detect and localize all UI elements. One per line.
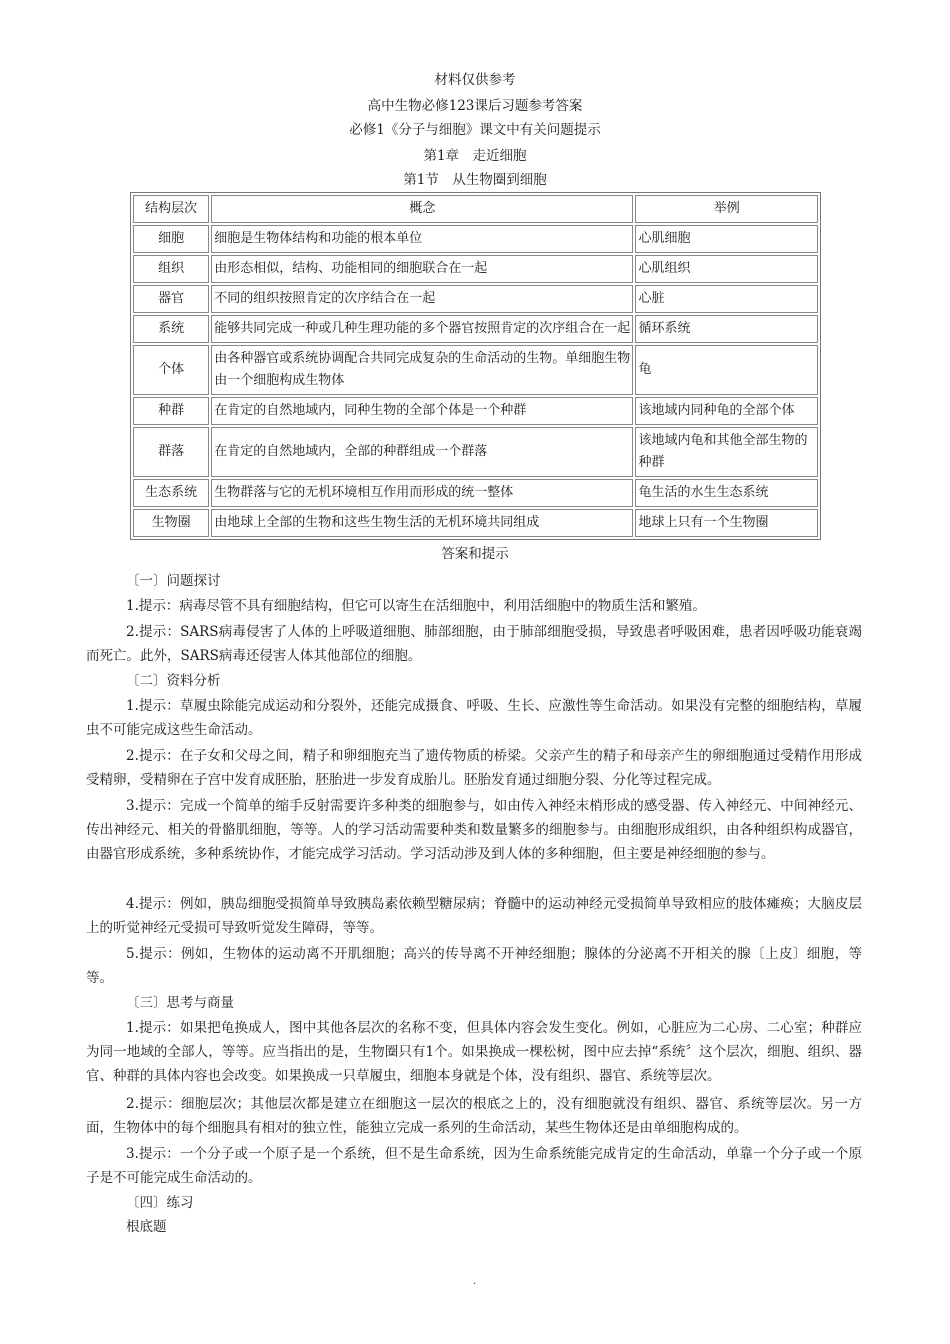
example-cell: 循环系统 <box>635 315 818 343</box>
header-example: 举例 <box>635 195 818 223</box>
section-exercises: 〔四〕练习 <box>126 1195 194 1211</box>
level-cell: 系统 <box>133 315 209 343</box>
table-row <box>133 285 818 313</box>
example-cell: 心肌细胞 <box>635 225 818 253</box>
concept-cell: 不同的组织按照肯定的次序结合在一起 <box>211 285 633 313</box>
answer-paragraph: 3.提示：完成一个简单的缩手反射需要许多种类的细胞参与，如由传入神经末梢形成的感受器、传入神经元、中间神经元、传出神经元、相关的骨骼肌细胞，等等。人的学习活动需要种类和数量繁多的细胞参与。由细胞形成组织，由各种组织构成器官，由器官形成系统，多种系统协作，才能完成学习活动。学习活动涉及到人体的多种细胞，但主要是神经细胞的参与。 <box>86 798 862 862</box>
header-level: 结构层次 <box>133 195 209 223</box>
table-row <box>133 427 818 477</box>
concept-cell: 由各种器官或系统协调配合共同完成复杂的生命活动的生物。单细胞生物由一个细胞构成生物体 <box>211 345 633 395</box>
chapter-heading: 第1章 走近细胞 <box>423 148 527 164</box>
table-row <box>133 315 818 343</box>
answer-paragraph: 1.提示：病毒尽管不具有细胞结构，但它可以寄生在活细胞中，利用活细胞中的物质生活和繁殖。 <box>126 598 706 614</box>
example-cell: 龟 <box>635 345 818 395</box>
header-concept: 概念 <box>211 195 633 223</box>
reference-note: 材料仅供参考 <box>434 72 516 88</box>
structure-levels-table <box>130 192 821 540</box>
answer-paragraph: 1.提示：如果把龟换成人，图中其他各层次的名称不变，但具体内容会发生变化。例如，心脏应为二心房、二心室；种群应为同一地域的全部人，等等。应当指出的是，生物圈只有1个。如果换成一棵松树，图中应去掉“系统〞这个层次，细胞、组织、器官、种群的具体内容也会改变。如果换成一只草履虫，细胞本身就是个体，没有组织、器官、系统等层次。 <box>86 1020 862 1084</box>
level-cell: 组织 <box>133 255 209 283</box>
answer-paragraph: 4.提示：例如，胰岛细胞受损简单导致胰岛素依赖型糖尿病；脊髓中的运动神经元受损简单导致相应的肢体瘫痪；大脑皮层上的听觉神经元受损可导致听觉发生障碍，等等。 <box>86 896 862 936</box>
concept-cell: 在肯定的自然地域内，同种生物的全部个体是一个种群 <box>211 397 633 425</box>
table-row <box>133 225 818 253</box>
table-row <box>133 479 818 507</box>
footer-mark: . <box>473 1276 477 1287</box>
example-cell: 心肌组织 <box>635 255 818 283</box>
level-cell: 种群 <box>133 397 209 425</box>
level-cell: 细胞 <box>133 225 209 253</box>
concept-cell: 由形态相似，结构、功能相同的细胞联合在一起 <box>211 255 633 283</box>
concept-cell: 在肯定的自然地域内，全部的种群组成一个群落 <box>211 427 633 477</box>
table-row <box>133 255 818 283</box>
section-heading: 第1节 从生物圈到细胞 <box>403 172 547 188</box>
level-cell: 个体 <box>133 345 209 395</box>
document-subtitle: 必修1《分子与细胞》课文中有关问题提示 <box>349 122 601 138</box>
table-row <box>133 345 818 395</box>
level-cell: 生物圈 <box>133 509 209 537</box>
answers-heading: 答案和提示 <box>441 546 509 562</box>
concept-cell: 生物群落与它的无机环境相互作用而形成的统一整体 <box>211 479 633 507</box>
answer-paragraph: 3.提示：一个分子或一个原子是一个系统，但不是生命系统，因为生命系统能完成肯定的生命活动，单靠一个分子或一个原子是不可能完成生命活动的。 <box>86 1146 862 1186</box>
concept-cell: 细胞是生物体结构和功能的根本单位 <box>211 225 633 253</box>
example-cell: 地球上只有一个生物圈 <box>635 509 818 537</box>
example-cell: 心脏 <box>635 285 818 313</box>
answer-paragraph: 1.提示：草履虫除能完成运动和分裂外，还能完成摄食、呼吸、生长、应激性等生命活动。如果没有完整的细胞结构，草履虫不可能完成这些生命活动。 <box>86 698 862 738</box>
table-row <box>133 397 818 425</box>
example-cell: 龟生活的水生生态系统 <box>635 479 818 507</box>
section-data-analysis: 〔二〕资料分析 <box>126 673 221 689</box>
answer-paragraph: 2.提示：细胞层次；其他层次都是建立在细胞这一层次的根底之上的，没有细胞就没有组织、器官、系统等层次。另一方面，生物体中的每个细胞具有相对的独立性，能独立完成一系列的生命活动，某些生物体还是由单细胞构成的。 <box>86 1096 862 1136</box>
concept-cell: 由地球上全部的生物和这些生物生活的无机环境共同组成 <box>211 509 633 537</box>
concept-cell: 能够共同完成一种或几种生理功能的多个器官按照肯定的次序组合在一起 <box>211 315 633 343</box>
answer-paragraph: 5.提示：例如，生物体的运动离不开肌细胞；高兴的传导离不开神经细胞；腺体的分泌离不开相关的腺〔上皮〕细胞，等等。 <box>86 946 862 986</box>
level-cell: 生态系统 <box>133 479 209 507</box>
basic-questions-label: 根底题 <box>126 1219 167 1235</box>
table-row <box>133 509 818 537</box>
answer-paragraph: 2.提示：SARS病毒侵害了人体的上呼吸道细胞、肺部细胞，由于肺部细胞受损，导致患者呼吸困难，患者因呼吸功能衰竭而死亡。此外，SARS病毒还侵害人体其他部位的细胞。 <box>86 624 862 664</box>
answer-paragraph: 2.提示：在子女和父母之间，精子和卵细胞充当了遗传物质的桥梁。父亲产生的精子和母亲产生的卵细胞通过受精作用形成受精卵，受精卵在子宫中发育成胚胎，胚胎进一步发育成胎儿。胚胎发育通过细胞分裂、分化等过程完成。 <box>86 748 862 788</box>
example-cell: 该地域内同种龟的全部个体 <box>635 397 818 425</box>
section-think-discuss: 〔三〕思考与商量 <box>126 995 234 1011</box>
level-cell: 群落 <box>133 427 209 477</box>
level-cell: 器官 <box>133 285 209 313</box>
document-title: 高中生物必修123课后习题参考答案 <box>367 98 583 114</box>
example-cell: 该地域内龟和其他全部生物的种群 <box>635 427 818 477</box>
section-problem-discussion: 〔一〕问题探讨 <box>126 573 221 589</box>
table-header-row <box>133 195 818 223</box>
